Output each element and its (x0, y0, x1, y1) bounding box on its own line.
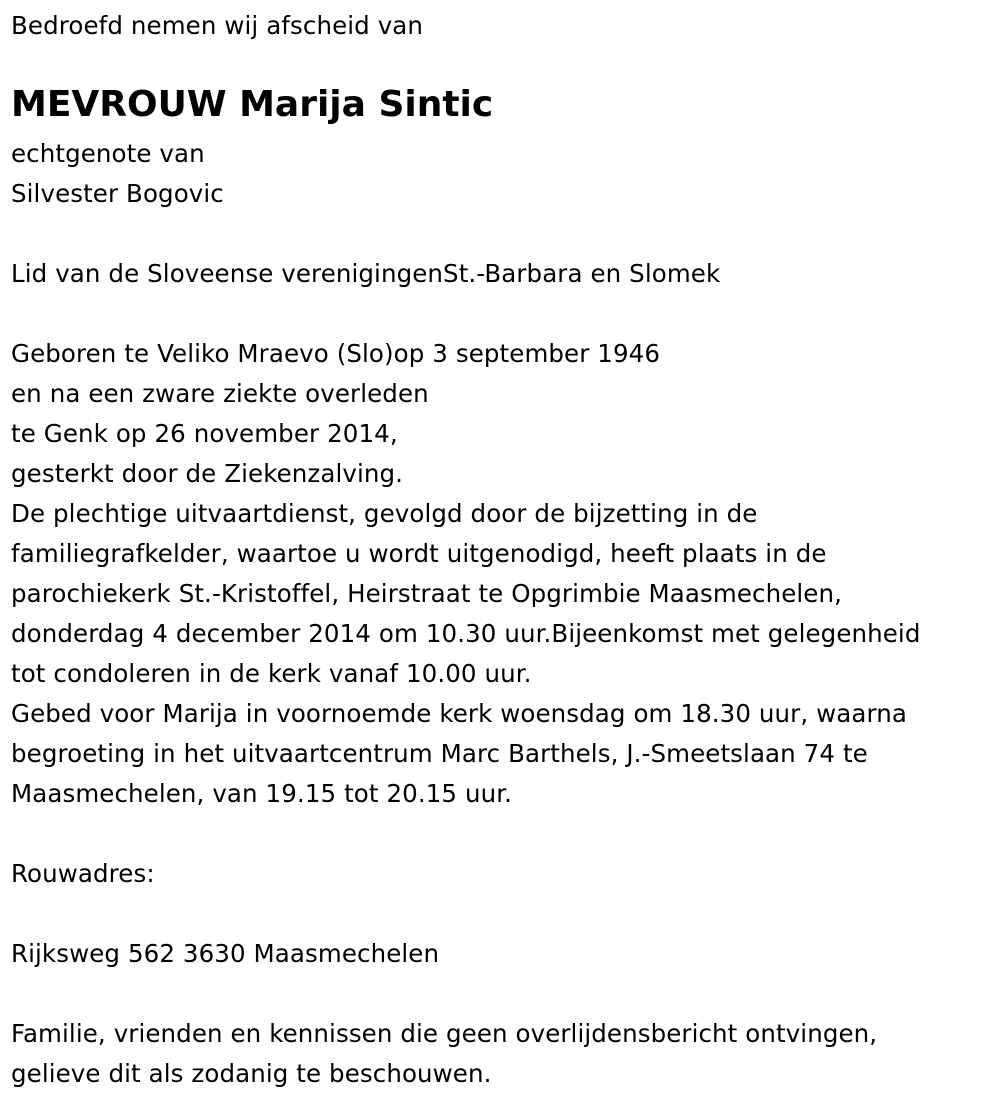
deceased-name: MEVROUW Marija Sintic (11, 84, 494, 125)
details-line: parochiekerk St.-Kristoffel, Heirstraat te Opgrimbie Maasmechelen, (11, 579, 842, 608)
details-line: te Genk op 26 november 2014, (11, 419, 398, 448)
spouse-line: echtgenote van (11, 139, 205, 168)
details-line: begroeting in het uitvaartcentrum Marc Barthels, J.-Smeetslaan 74 te (11, 739, 868, 768)
details-line: Maasmechelen, van 19.15 tot 20.15 uur. (11, 779, 513, 808)
address-text: Rijksweg 562 3630 Maasmechelen (11, 939, 440, 968)
details-line: Gebed voor Marija in voornoemde kerk woensdag om 18.30 uur, waarna (11, 699, 907, 728)
closing-block (11, 1014, 877, 1094)
intro-text: Bedroefd nemen wij afscheid van (11, 11, 424, 40)
details-line: familiegrafkelder, waartoe u wordt uitgenodigd, heeft plaats in de (11, 539, 827, 568)
details-line: en na een zware ziekte overleden (11, 379, 429, 408)
address-label: Rouwadres: (11, 859, 155, 888)
details-line: gesterkt door de Ziekenzalving. (11, 459, 404, 488)
details-line: De plechtige uitvaartdienst, gevolgd door de bijzetting in de (11, 499, 758, 528)
membership-text: Lid van de Sloveense verenigingenSt.-Barbara en Slomek (11, 259, 721, 288)
details-line: Geboren te Veliko Mraevo (Slo)op 3 september 1946 (11, 339, 661, 368)
spouse-line: Silvester Bogovic (11, 179, 224, 208)
details-line: donderdag 4 december 2014 om 10.30 uur.Bijeenkomst met gelegenheid (11, 619, 921, 648)
address-block (11, 934, 439, 974)
spouse-block (11, 134, 224, 214)
closing-line: Familie, vrienden en kennissen die geen overlijdensbericht ontvingen, (11, 1019, 878, 1048)
details-line: tot condoleren in de kerk vanaf 10.00 uur. (11, 659, 532, 688)
address-label-block (11, 854, 155, 894)
details-block (11, 334, 921, 814)
closing-line: gelieve dit als zodanig te beschouwen. (11, 1059, 492, 1088)
membership-block (11, 254, 720, 294)
